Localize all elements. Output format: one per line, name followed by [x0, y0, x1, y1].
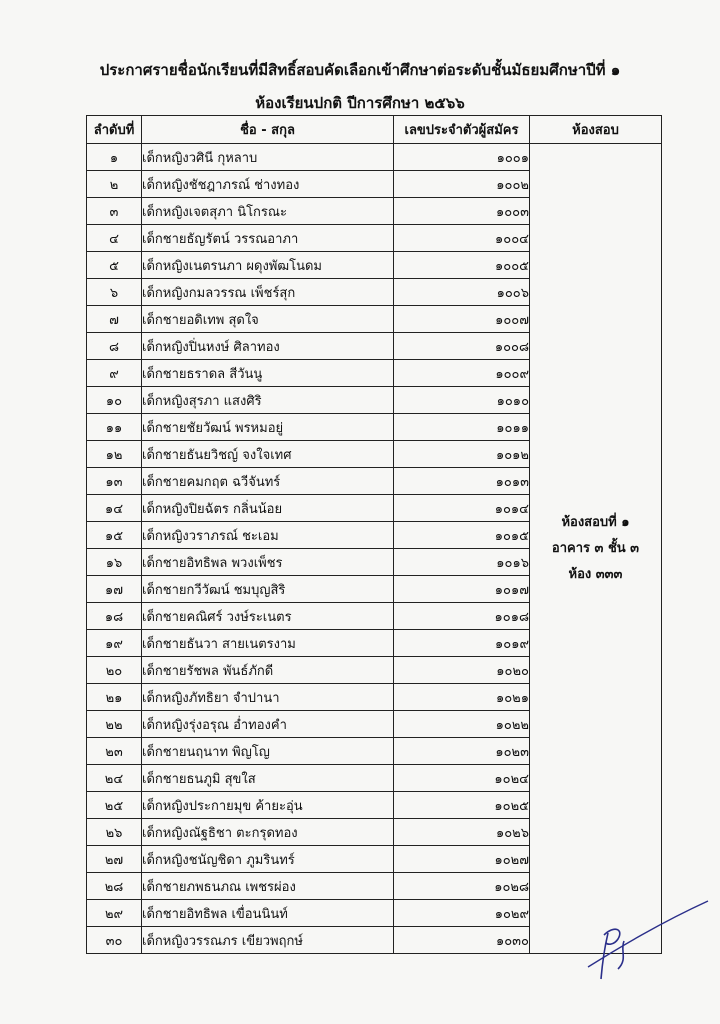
row-student-name: เด็กหญิงภัทธิยา จำปานา	[142, 684, 394, 711]
row-order-number: ๑๖	[87, 549, 142, 576]
table-header-row	[87, 116, 662, 144]
row-order-number: ๒๗	[87, 846, 142, 873]
row-order-number: ๒	[87, 171, 142, 198]
header-order: ลำดับที่	[87, 116, 142, 144]
row-applicant-id: ๑๐๑๗	[394, 576, 530, 603]
row-order-number: ๑๐	[87, 387, 142, 414]
header-applicant-id: เลขประจำตัวผู้สมัคร	[394, 116, 530, 144]
row-student-name: เด็กชายชัยวัฒน์ พรหมอยู่	[142, 414, 394, 441]
table-body	[87, 144, 662, 954]
row-student-name: เด็กหญิงวราภรณ์ ชะเอม	[142, 522, 394, 549]
row-order-number: ๒๔	[87, 765, 142, 792]
document-title: ประกาศรายชื่อนักเรียนที่มีสิทธิ์สอบคัดเลือกเข้าศึกษาต่อระดับชั้นมัธยมศึกษาปีที่ ๑	[99, 61, 621, 79]
row-applicant-id: ๑๐๐๕	[394, 252, 530, 279]
row-order-number: ๒๕	[87, 792, 142, 819]
row-applicant-id: ๑๐๒๘	[394, 873, 530, 900]
row-order-number: ๗	[87, 306, 142, 333]
row-student-name: เด็กชายอิทธิพล เขื่อนนินท์	[142, 900, 394, 927]
row-order-number: ๒๙	[87, 900, 142, 927]
row-order-number: ๒๐	[87, 657, 142, 684]
row-order-number: ๓	[87, 198, 142, 225]
row-student-name: เด็กชายรัชพล พันธ์ภักดี	[142, 657, 394, 684]
row-order-number: ๔	[87, 225, 142, 252]
row-student-name: เด็กหญิงประกายมุข ค้ายะอุ่น	[142, 792, 394, 819]
row-student-name: เด็กหญิงเนตรนภา ผดุงพัฒโนดม	[142, 252, 394, 279]
row-order-number: ๑๔	[87, 495, 142, 522]
row-order-number: ๑๑	[87, 414, 142, 441]
row-applicant-id: ๑๐๒๙	[394, 900, 530, 927]
row-applicant-id: ๑๐๐๗	[394, 306, 530, 333]
row-student-name: เด็กชายอดิเทพ สุดใจ	[142, 306, 394, 333]
row-order-number: ๘	[87, 333, 142, 360]
row-student-name: เด็กชายคมกฤต ฉวีจันทร์	[142, 468, 394, 495]
row-order-number: ๕	[87, 252, 142, 279]
row-student-name: เด็กชายธนภูมิ สุขใส	[142, 765, 394, 792]
row-applicant-id: ๑๐๒๐	[394, 657, 530, 684]
row-applicant-id: ๑๐๐๑	[394, 144, 530, 171]
row-order-number: ๒๑	[87, 684, 142, 711]
row-student-name: เด็กหญิงปิยฉัตร กลิ่นน้อย	[142, 495, 394, 522]
row-applicant-id: ๑๐๑๙	[394, 630, 530, 657]
row-student-name: เด็กชายนฤนาท พิญโญ	[142, 738, 394, 765]
header-exam-room: ห้องสอบ	[530, 116, 662, 144]
row-applicant-id: ๑๐๐๓	[394, 198, 530, 225]
row-applicant-id: ๑๐๓๐	[394, 927, 530, 954]
document-subtitle: ห้องเรียนปกติ ปีการศึกษา ๒๕๖๖	[255, 94, 465, 112]
row-student-name: เด็กชายคณิศร์ วงษ์ระเนตร	[142, 603, 394, 630]
row-applicant-id: ๑๐๑๒	[394, 441, 530, 468]
row-student-name: เด็กหญิงสุรภา แสงศิริ	[142, 387, 394, 414]
row-applicant-id: ๑๐๑๑	[394, 414, 530, 441]
row-student-name: เด็กหญิงปิ่นหงษ์ ศิลาทอง	[142, 333, 394, 360]
row-applicant-id: ๑๐๐๔	[394, 225, 530, 252]
row-applicant-id: ๑๐๑๘	[394, 603, 530, 630]
row-applicant-id: ๑๐๑๔	[394, 495, 530, 522]
row-student-name: เด็กชายกวีวัฒน์ ชมบุญสิริ	[142, 576, 394, 603]
row-order-number: ๒๖	[87, 819, 142, 846]
row-order-number: ๒๒	[87, 711, 142, 738]
row-applicant-id: ๑๐๐๘	[394, 333, 530, 360]
row-applicant-id: ๑๐๒๓	[394, 738, 530, 765]
exam-room-line: ห้อง ๓๓๓	[568, 566, 623, 582]
row-order-number: ๖	[87, 279, 142, 306]
row-student-name: เด็กหญิงชนัญชิดา ภูมรินทร์	[142, 846, 394, 873]
row-applicant-id: ๑๐๒๑	[394, 684, 530, 711]
row-applicant-id: ๑๐๒๗	[394, 846, 530, 873]
row-order-number: ๑๙	[87, 630, 142, 657]
row-applicant-id: ๑๐๒๕	[394, 792, 530, 819]
row-student-name: เด็กชายภพธนภณ เพชรผ่อง	[142, 873, 394, 900]
handwritten-signature	[580, 895, 710, 985]
row-order-number: ๑๓	[87, 468, 142, 495]
row-student-name: เด็กชายอิทธิพล พวงเพ็ชร	[142, 549, 394, 576]
row-applicant-id: ๑๐๑๓	[394, 468, 530, 495]
row-applicant-id: ๑๐๑๖	[394, 549, 530, 576]
row-student-name: เด็กชายธัญรัตน์ วรรณอาภา	[142, 225, 394, 252]
row-student-name: เด็กหญิงกมลวรรณ เพ็ชร์สุก	[142, 279, 394, 306]
row-order-number: ๙	[87, 360, 142, 387]
row-applicant-id: ๑๐๒๒	[394, 711, 530, 738]
exam-room-line: อาคาร ๓ ชั้น ๓	[551, 540, 640, 556]
row-applicant-id: ๑๐๐๖	[394, 279, 530, 306]
row-applicant-id: ๑๐๐๒	[394, 171, 530, 198]
exam-room-cell	[530, 144, 662, 954]
row-applicant-id: ๑๐๑๐	[394, 387, 530, 414]
row-student-name: เด็กหญิงรุ่งอรุณ อ่ำทองคำ	[142, 711, 394, 738]
header-name: ชื่อ - สกุล	[142, 116, 394, 144]
row-order-number: ๓๐	[87, 927, 142, 954]
row-applicant-id: ๑๐๒๔	[394, 765, 530, 792]
row-order-number: ๑	[87, 144, 142, 171]
row-student-name: เด็กชายธราดล สีวันนู	[142, 360, 394, 387]
row-student-name: เด็กหญิงชัชฎาภรณ์ ช่างทอง	[142, 171, 394, 198]
row-order-number: ๑๒	[87, 441, 142, 468]
row-student-name: เด็กหญิงเจตสุภา นิโกรณะ	[142, 198, 394, 225]
row-applicant-id: ๑๐๑๕	[394, 522, 530, 549]
exam-room-line: ห้องสอบที่ ๑	[561, 514, 630, 530]
table-row	[87, 144, 662, 171]
row-student-name: เด็กหญิงวรรณภร เขียวพฤกษ์	[142, 927, 394, 954]
row-student-name: เด็กหญิงณัฐธิชา ตะกรุดทอง	[142, 819, 394, 846]
row-applicant-id: ๑๐๐๙	[394, 360, 530, 387]
row-order-number: ๒๘	[87, 873, 142, 900]
row-order-number: ๑๕	[87, 522, 142, 549]
row-order-number: ๑๘	[87, 603, 142, 630]
row-applicant-id: ๑๐๒๖	[394, 819, 530, 846]
row-order-number: ๒๓	[87, 738, 142, 765]
row-student-name: เด็กหญิงวศินี กุหลาบ	[142, 144, 394, 171]
row-student-name: เด็กชายธันวา สายเนตรงาม	[142, 630, 394, 657]
row-student-name: เด็กชายธันยวิชญ์ จงใจเทศ	[142, 441, 394, 468]
row-order-number: ๑๗	[87, 576, 142, 603]
candidate-table	[86, 115, 662, 954]
